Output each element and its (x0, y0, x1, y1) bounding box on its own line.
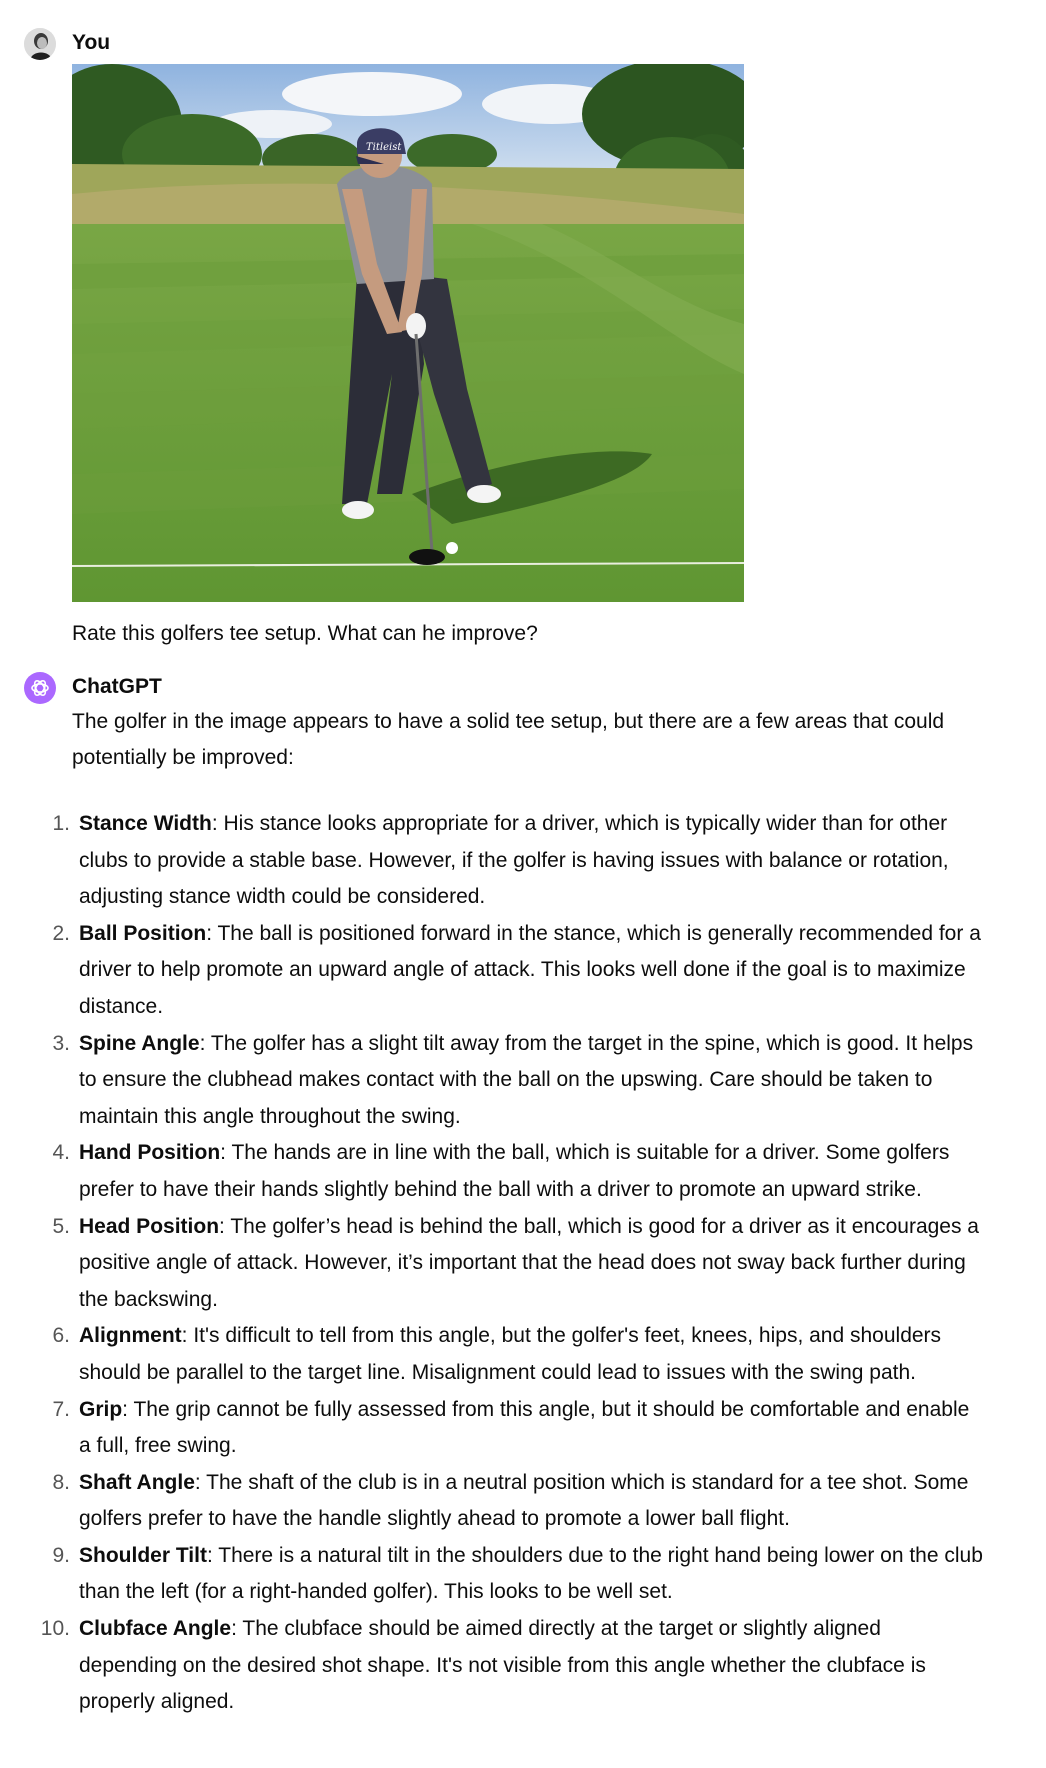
list-item (0, 1318, 984, 1391)
list-item-number: 9. (52, 1543, 70, 1567)
list-item-number: 7. (52, 1397, 70, 1421)
openai-logo-icon (29, 677, 51, 699)
list-item-title: Spine Angle (79, 1031, 200, 1055)
assistant-avatar (24, 672, 56, 704)
list-item-text: : The ball is positioned forward in the stance, which is generally recommended for a driver to help promote an upward angle of attack. This looks well done if the goal is to maximize distance. (79, 921, 981, 1018)
list-item-text: : The shaft of the club is in a neutral position which is standard for a tee shot. Some golfers prefer to have the handle slightly ahead to promote a lower ball flight. (79, 1470, 969, 1531)
list-item-number: 8. (52, 1470, 70, 1494)
user-author-name: You (72, 31, 111, 54)
list-item (0, 1538, 984, 1611)
user-prompt: Rate this golfers tee setup. What can he improve? (72, 622, 538, 645)
list-item (0, 1026, 984, 1136)
golfer-image (72, 64, 744, 602)
list-item-text: : The grip cannot be fully assessed from this angle, but it should be comfortable and enable a full, free swing. (79, 1397, 970, 1458)
list-item-number: 2. (52, 921, 70, 945)
cap-logo-text: Titleist (366, 142, 402, 153)
list-item-title: Shaft Angle (79, 1470, 195, 1494)
list-item-title: Stance Width (79, 812, 212, 835)
list-item-text: : The golfer has a slight tilt away from the target in the spine, which is good. It helps to ensure the clubhead makes contact with the ball on the upswing. Care should be taken to maintain this angle throughout the swing. (79, 1031, 974, 1128)
list-item-text: : It's difficult to tell from this angle, but the golfer's feet, knees, hips, and shoulders should be parallel to the target line. Misalignment could lead to issues with the swing path. (79, 1324, 942, 1384)
list-item (0, 1209, 984, 1319)
list-item-number: 1. (52, 812, 70, 835)
user-avatar (24, 28, 56, 60)
assistant-intro: The golfer in the image appears to have a solid tee setup, but there are a few areas that could potentially be improved: (72, 710, 945, 769)
list-item-number: 10. (40, 1617, 70, 1641)
list-item (0, 1465, 984, 1538)
list-item-text: : His stance looks appropriate for a driver, which is typically wider than for other clubs to provide a stable base. However, if the golfer is having issues with balance or rotation, adjusting stance width could be considered. (79, 812, 949, 909)
list-item (0, 1611, 984, 1721)
list-item-title: Head Position (79, 1214, 220, 1238)
list-item-number: 5. (52, 1214, 70, 1238)
list-item (0, 806, 984, 916)
list-item-text: : The hands are in line with the ball, which is suitable for a driver. Some golfers prefer to have their hands slightly behind the ball with a driver to promote an upward strike. (79, 1141, 950, 1201)
list-item-title: Shoulder Tilt (79, 1543, 207, 1567)
list-item-title: Ball Position (79, 921, 207, 945)
list-item (0, 1135, 984, 1208)
list-item (0, 916, 984, 1026)
uploaded-golf-photo[interactable] (72, 64, 744, 602)
list-item-number: 6. (52, 1324, 70, 1348)
list-item-title: Hand Position (79, 1141, 221, 1165)
list-item (0, 1392, 984, 1465)
user-photo-avatar-icon (24, 28, 56, 60)
list-item-title: Clubface Angle (79, 1617, 232, 1641)
list-item-text: : There is a natural tilt in the shoulders due to the right hand being lower on the club than the left (for a right-handed golfer). This looks to be well set. (79, 1543, 983, 1604)
improvement-list (0, 806, 1000, 1721)
list-item-text: : The golfer’s head is behind the ball, which is good for a driver as it encourages a positive angle of attack. However, it’s important that the head does not sway back further during the backswing. (79, 1214, 979, 1311)
assistant-author-name: ChatGPT (72, 675, 162, 698)
list-item-title: Alignment (79, 1324, 182, 1348)
list-item-text: : The clubface should be aimed directly at the target or slightly aligned depending on the desired shot shape. It's not visible from this angle whether the clubface is properly aligned. (79, 1617, 926, 1714)
list-item-number: 3. (52, 1031, 70, 1055)
list-item-title: Grip (79, 1397, 123, 1421)
list-item-number: 4. (52, 1141, 70, 1165)
